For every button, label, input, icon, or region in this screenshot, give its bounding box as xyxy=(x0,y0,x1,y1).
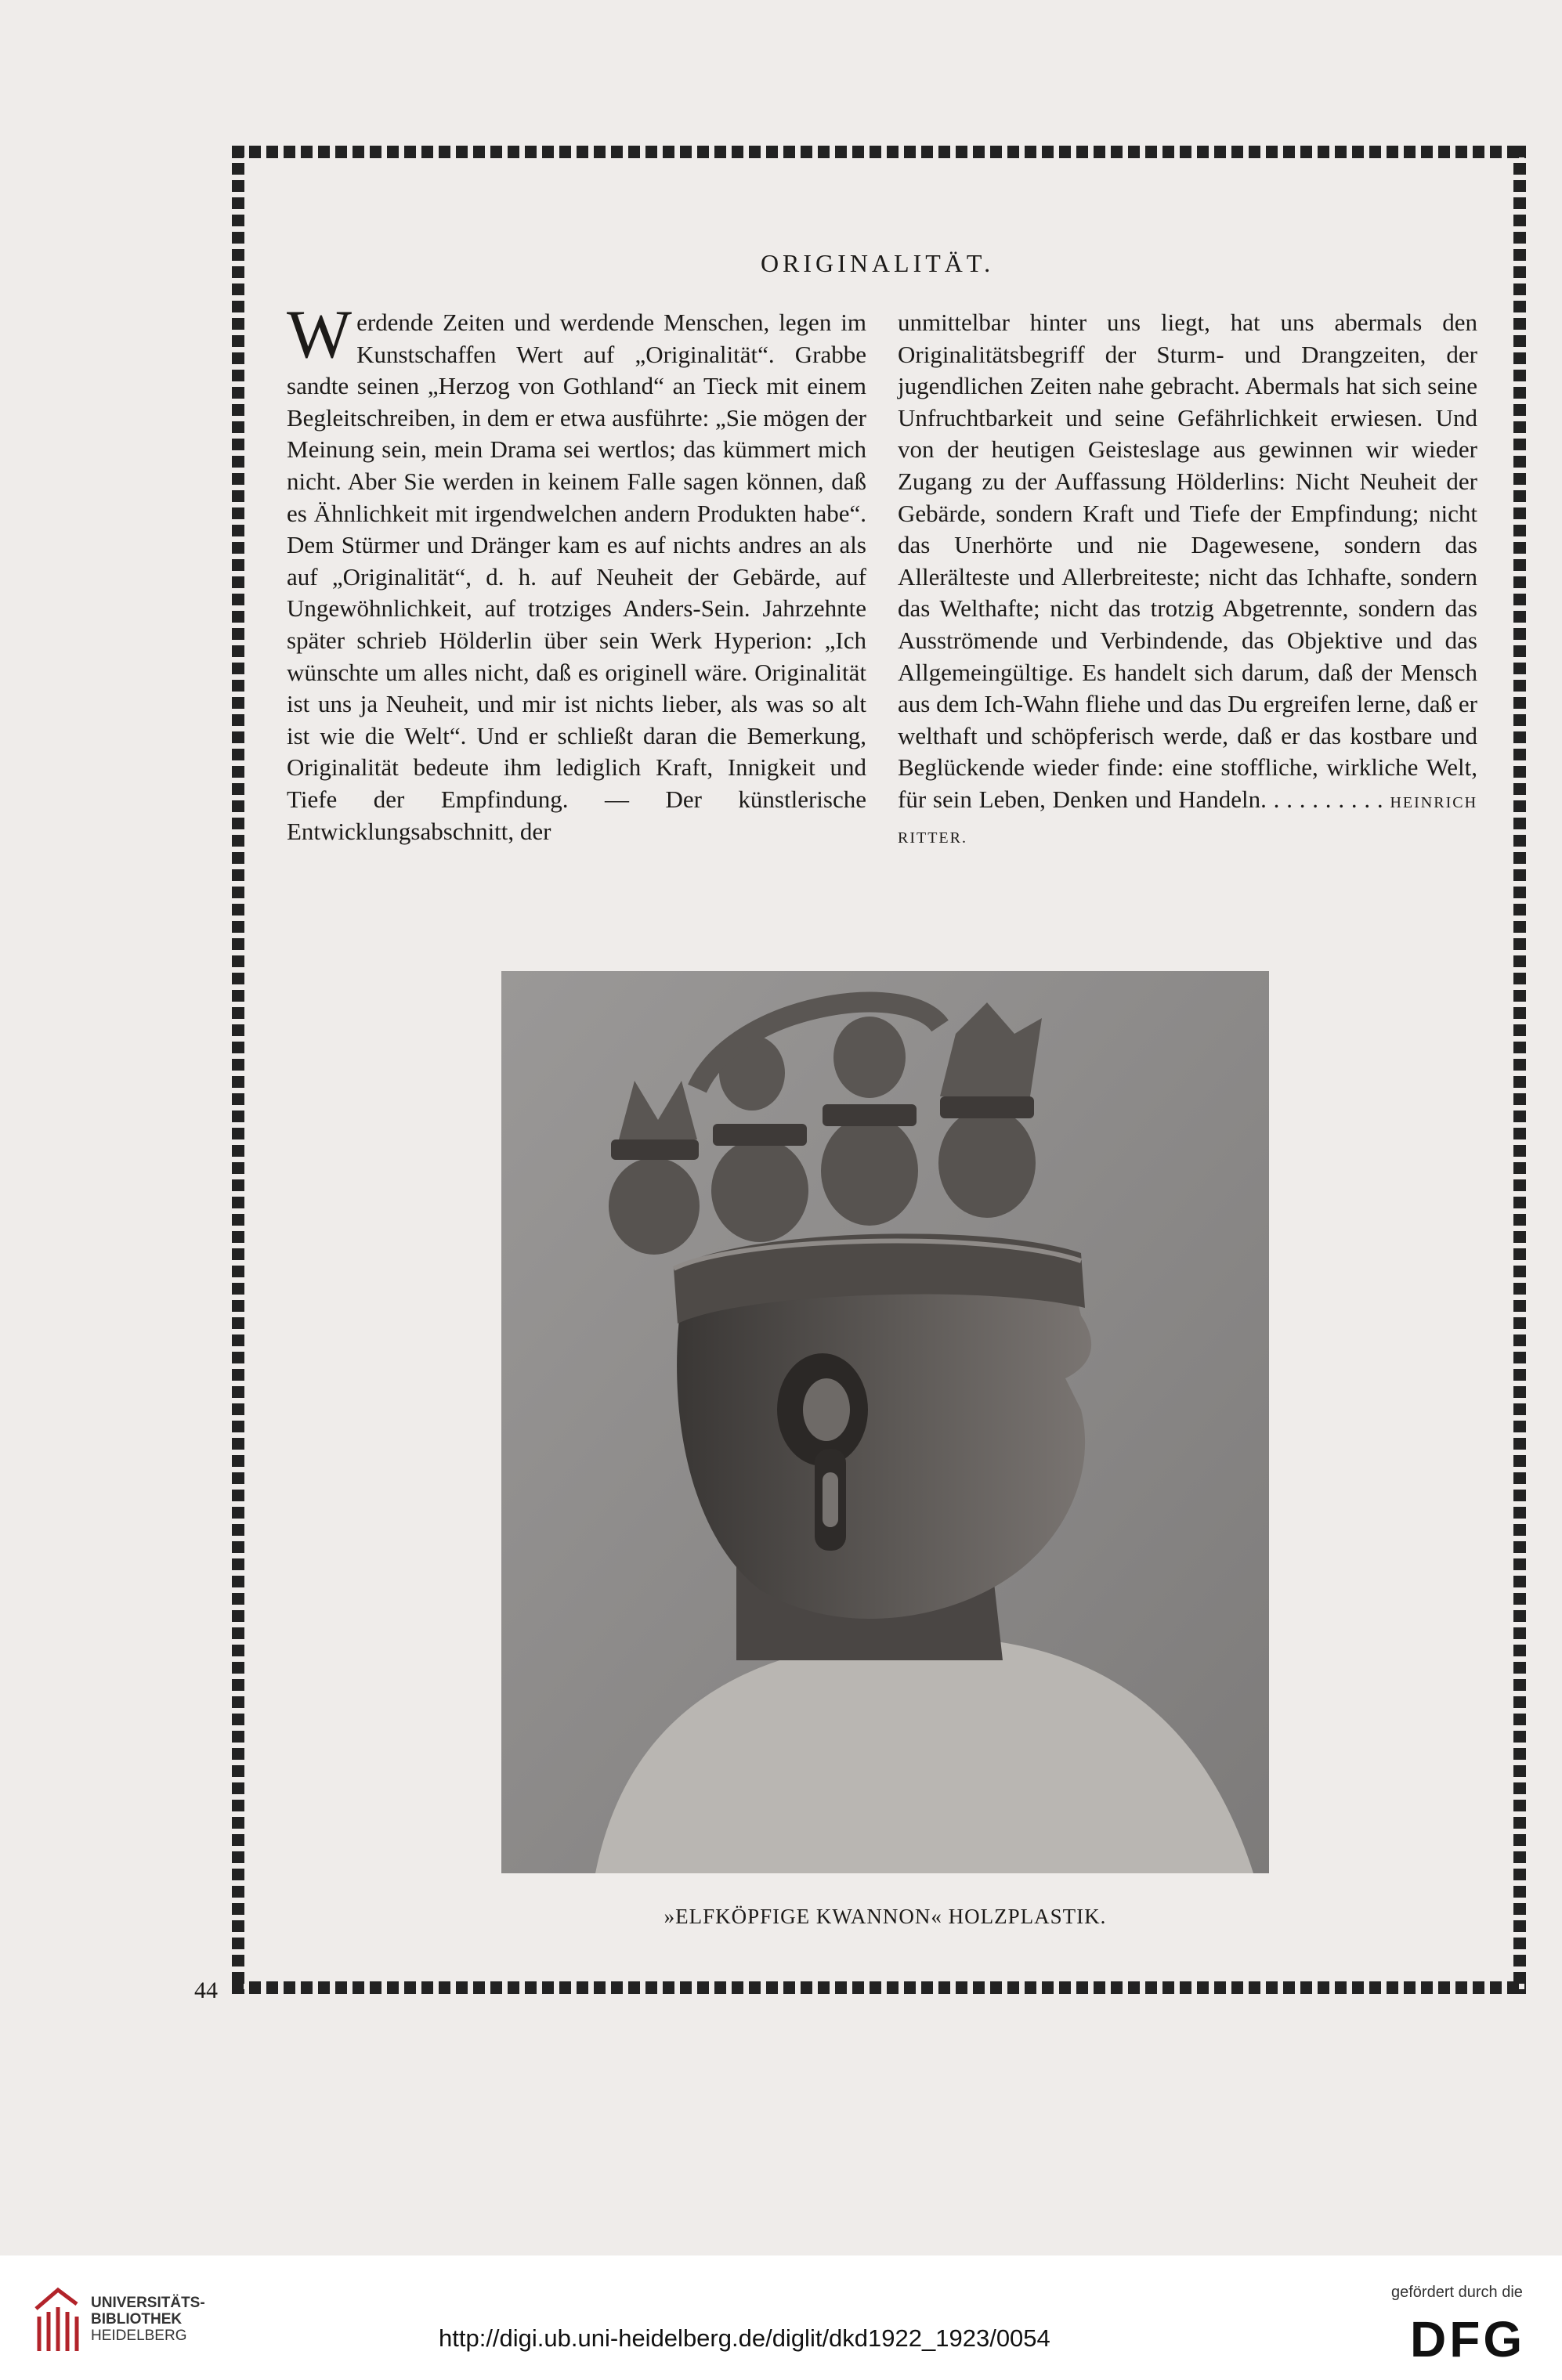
frame-left xyxy=(232,146,244,1994)
frame-top xyxy=(232,146,1526,158)
kwannon-head-illustration xyxy=(501,971,1269,1873)
page-number: 44 xyxy=(194,1977,218,2003)
library-name-line2: BIBLIOTHEK xyxy=(91,2311,183,2328)
frame-right xyxy=(1513,146,1526,1994)
frame-bottom xyxy=(232,1981,1526,1994)
text-column-left xyxy=(287,297,866,847)
author-name: HEINRICH RITTER. xyxy=(898,793,1478,847)
right-column-text: unmittelbar hinter uns liegt, hat uns abermals den Originalitätsbegriff der Sturm- und Drangzeiten, der jugendlichen Zeiten nahe gebracht. Abermals hat sich seine Unfruchtbarkeit und seine Gefährlichkeit erwiesen. Und von der heutigen Geisteslage aus gewinnen wir wieder Zugang zu der Auffassung Hölderlins: Nicht Neuheit der Gebärde, sondern Kraft und Tiefe der Empfindung; nicht das Unerhörte und nie Dagewesene, sondern das Allerälteste und Allerbreiteste; nicht das Ichhafte, sondern das Welthafte; nicht das trotzig Abgetrennte, sondern das Ausströmende und Verbindende, das Objektive und das Allgemeingültige. Es handelt sich darum, daß der Mensch aus dem Ich-Wahn fliehe und das Du ergreifen lerne, daß er welthaft und schöpferisch werde, daß er das kostbare und Beglückende wieder finde: eine stoffliche, wirkliche Welt, für sein Leben, Denken und Handeln. xyxy=(898,309,1477,813)
library-name-line1: UNIVERSITÄTS- xyxy=(91,2295,205,2311)
digitization-footer xyxy=(0,2255,1562,2380)
sculpture-photo xyxy=(501,971,1269,1873)
leader-dots: . . . . . . . . . xyxy=(1273,785,1383,813)
dfg-logo: DFG xyxy=(1410,2311,1526,2367)
text-column-right xyxy=(898,307,1477,854)
figure-caption: »ELFKÖPFIGE KWANNON« HOLZPLASTIK. xyxy=(663,1905,1107,1928)
article-title: ORIGINALITÄT. xyxy=(760,249,995,277)
permalink[interactable]: http://digi.ub.uni-heidelberg.de/diglit/dkd1922_1923/0054 xyxy=(439,2324,1050,2352)
drop-cap: W xyxy=(287,297,353,373)
library-name xyxy=(91,2295,205,2344)
library-name-line3: HEIDELBERG xyxy=(91,2328,187,2344)
left-column-text: erdende Zeiten und werdende Menschen, legen im Kunstschaffen Wert auf „Originalität“. Grabbe sandte seinen „Herzog von Gothland“ an Tieck mit einem Begleitschreiben, in dem er etwa ausführte: „Sie mögen der Meinung sein, mein Drama sei wertlos; das kümmert mich nicht. Aber Sie werden in keinem Falle sagen können, daß es Ähnlichkeit mit irgendwelchen andern Produkten habe“. Dem Stürmer und Dränger kam es auf nichts andres an als auf „Originalität“, d. h. auf Neuheit der Gebärde, auf Ungewöhnlichkeit, auf trotziges Anders-Sein. Jahrzehnte später schrieb Hölderlin über sein Werk Hyperion: „Ich wünschte um alles nicht, daß es originell wäre. Originalität ist uns ja Neuheit, und mir ist nichts lieber, als was so alt ist wie die Welt“. Und er schließt daran die Bemerkung, Originalität bedeute ihm lediglich Kraft, Innigkeit und Tiefe der Empfindung. — Der künstlerische Entwicklungsabschnitt, der xyxy=(287,309,866,845)
library-logo-icon xyxy=(31,2285,81,2356)
sponsor-label: gefördert durch die xyxy=(1391,2284,1523,2301)
